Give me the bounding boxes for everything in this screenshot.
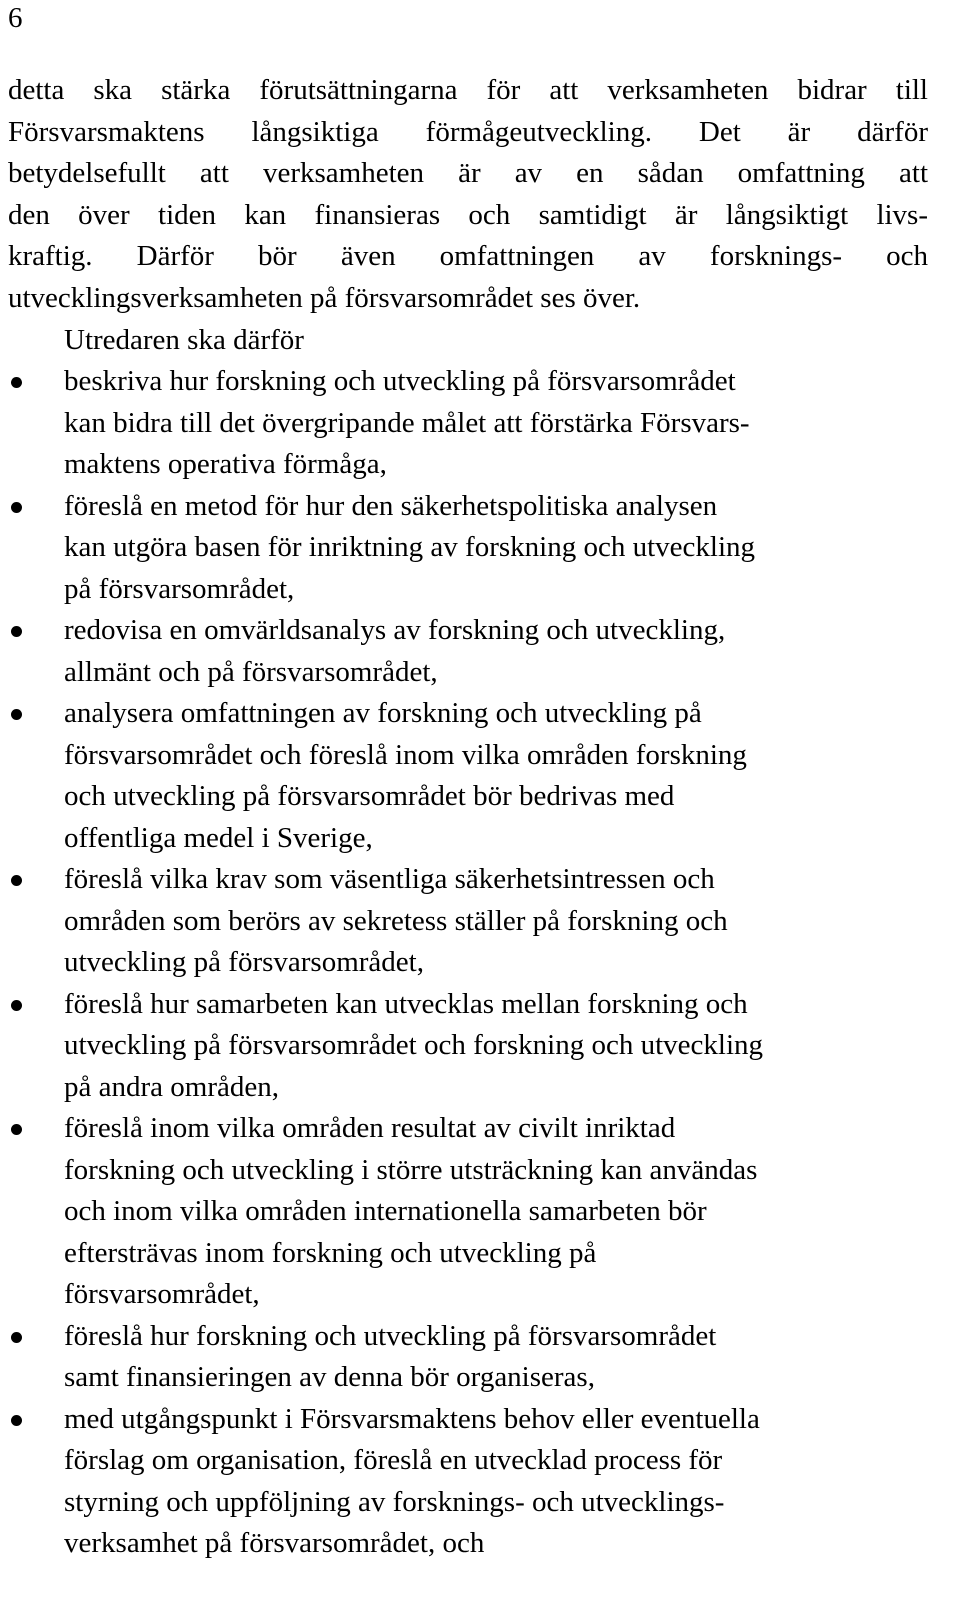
- list-item-line: offentliga medel i Sverige,: [64, 821, 373, 854]
- bullet-icon: [11, 1332, 22, 1343]
- list-item: [0, 1399, 960, 1565]
- list-item-line: områden som berörs av sekretess ställer på forskning och: [64, 904, 728, 937]
- list-item-line: försvarsområdet och föreslå inom vilka områden forskning: [64, 738, 747, 771]
- list-item-line: samt finansieringen av denna bör organiseras,: [64, 1361, 595, 1393]
- list-item-line: eftersträvas inom forskning och utveckling på: [64, 1236, 597, 1269]
- list-item: [0, 486, 960, 611]
- bullet-icon: [11, 626, 22, 637]
- list-item: [0, 1108, 960, 1316]
- list-item-line: styrning och uppföljning av forsknings- och utvecklings-: [64, 1485, 725, 1518]
- list-item-line: försvarsområdet,: [64, 1278, 260, 1310]
- list-item: [0, 984, 960, 1109]
- list-item: [0, 859, 960, 984]
- bullet-icon: [11, 1124, 22, 1135]
- list-item-line: föreslå hur forskning och utveckling på försvarsområdet: [64, 1319, 717, 1352]
- intro-line: detta ska stärka förutsättningarna för att verksamheten bidrar till: [8, 74, 928, 106]
- intro-line: utvecklingsverksamheten på försvarsområdet ses över.: [8, 281, 641, 314]
- list-item-line: utveckling på försvarsområdet,: [64, 946, 424, 978]
- list-item-line: på andra områden,: [64, 1070, 279, 1103]
- task-list: [0, 361, 960, 1565]
- intro-line: Försvarsmaktens långsiktiga förmågeutveckling. Det är därför: [8, 115, 928, 148]
- list-item-line: föreslå vilka krav som väsentliga säkerhetsintressen och: [64, 863, 715, 895]
- list-item-line: forskning och utveckling i större utsträckning kan användas: [64, 1153, 758, 1186]
- lead-sentence: Utredaren ska därför: [64, 324, 304, 356]
- list-item-line: föreslå en metod för hur den säkerhetspolitiska analysen: [64, 489, 718, 522]
- list-item: [0, 1316, 960, 1399]
- list-item-line: kan utgöra basen för inriktning av forskning och utveckling: [64, 531, 756, 563]
- intro-line: den över tiden kan finansieras och samtidigt är långsiktigt livs-: [8, 198, 928, 231]
- list-item-line: verksamhet på försvarsområdet, och: [64, 1527, 485, 1559]
- list-item-line: och utveckling på försvarsområdet bör bedrivas med: [64, 780, 675, 812]
- list-item-line: på försvarsområdet,: [64, 572, 295, 605]
- list-item-line: analysera omfattningen av forskning och utveckling på: [64, 697, 702, 729]
- list-item: [0, 693, 960, 859]
- list-item: [0, 361, 960, 486]
- list-item-line: med utgångspunkt i Försvarsmaktens behov eller eventuella: [64, 1402, 760, 1435]
- list-item-line: förslag om organisation, föreslå en utvecklad process för: [64, 1444, 723, 1476]
- page-number: 6: [8, 2, 23, 34]
- list-item-line: föreslå inom vilka områden resultat av civilt inriktad: [64, 1112, 676, 1144]
- bullet-icon: [11, 502, 22, 513]
- list-item: [0, 610, 960, 693]
- bullet-icon: [11, 1000, 22, 1011]
- bullet-icon: [11, 377, 22, 388]
- list-item-line: föreslå hur samarbeten kan utvecklas mellan forskning och: [64, 987, 748, 1020]
- bullet-icon: [11, 709, 22, 720]
- list-item-line: och inom vilka områden internationella samarbeten bör: [64, 1195, 707, 1227]
- bullet-icon: [11, 1415, 22, 1426]
- list-item-line: allmänt och på försvarsområdet,: [64, 655, 438, 688]
- intro-line: kraftig. Därför bör även omfattningen av forsknings- och: [8, 240, 928, 272]
- list-item-line: kan bidra till det övergripande målet att förstärka Försvars-: [64, 406, 750, 439]
- bullet-icon: [11, 875, 22, 886]
- list-item-line: beskriva hur forskning och utveckling på försvarsområdet: [64, 365, 736, 397]
- intro-paragraph: [8, 70, 928, 319]
- list-item-line: maktens operativa förmåga,: [64, 448, 387, 480]
- intro-line: betydelsefullt att verksamheten är av en sådan omfattning att: [8, 157, 928, 189]
- list-item-line: utveckling på försvarsområdet och forskning och utveckling: [64, 1029, 764, 1061]
- list-item-line: redovisa en omvärldsanalys av forskning och utveckling,: [64, 614, 726, 646]
